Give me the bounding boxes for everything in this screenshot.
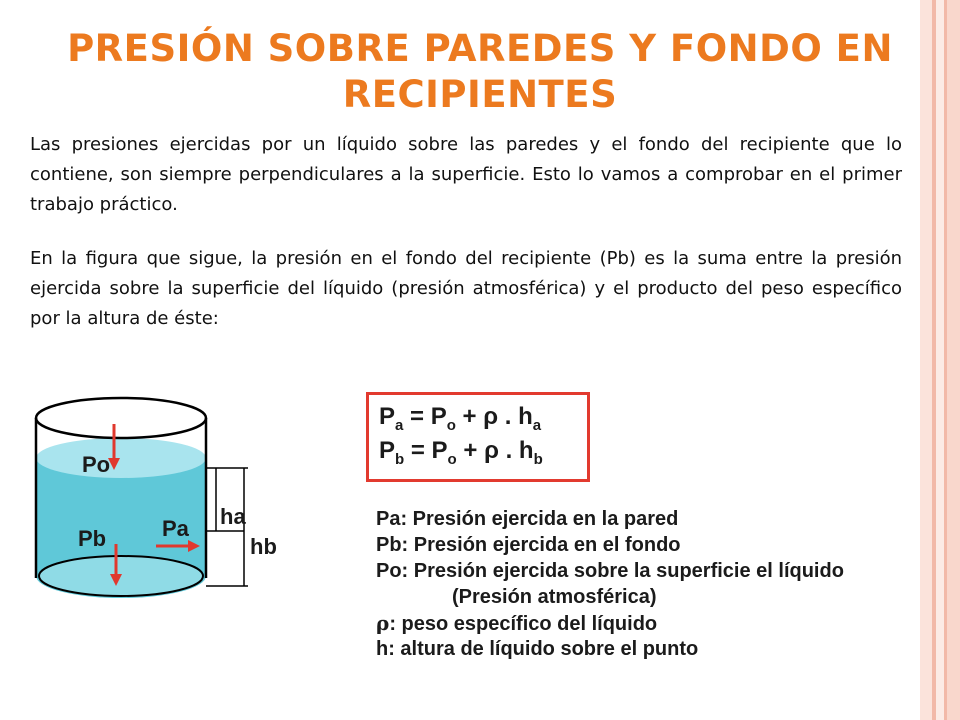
legend-po: Po: Presión ejercida sobre la superficie el líquido	[376, 560, 844, 582]
page-title: PRESIÓN SOBRE PAREDES Y FONDO EN RECIPIENTES	[67, 27, 893, 116]
legend-rho: ρ: peso específico del líquido	[376, 611, 658, 635]
label-pb: Pb	[78, 526, 107, 551]
legend-pa: Pa: Presión ejercida en la pared	[376, 508, 679, 530]
legend-pb: Pb: Presión ejercida en el fondo	[376, 534, 681, 556]
legend-h: h: altura de líquido sobre el punto	[376, 638, 699, 660]
formula-pb: $P_b = P_o + \rho$ . $h_b$	[379, 437, 543, 468]
formula-pa: $P_a = P_o + \rho$ . $h_a$	[379, 403, 542, 434]
label-po: Po	[82, 452, 111, 477]
label-hb: hb	[250, 534, 277, 559]
formula-box	[366, 392, 590, 482]
container-figure	[26, 396, 296, 616]
container-rim	[36, 398, 206, 438]
paragraph-intro: Las presiones ejercidas por un líquido sobre las paredes y el fondo del recipiente que lo contiene, son siempre perpendiculares a la superficie. Esto lo vamos a comprobar en el primer trabajo práctico.	[30, 134, 902, 215]
water-surface	[36, 438, 206, 478]
paragraph-explanation: En la figura que sigue, la presión en el fondo del recipiente (Pb) es la suma entre la presión ejercida sobre la superficie del líquido (presión atmosférica) y el producto del peso específico por la altura de éste:	[30, 248, 902, 329]
label-ha: ha	[220, 504, 246, 529]
label-pa: Pa	[162, 516, 189, 541]
legend-po-note: (Presión atmosférica)	[452, 586, 657, 608]
decorative-border	[920, 0, 960, 720]
